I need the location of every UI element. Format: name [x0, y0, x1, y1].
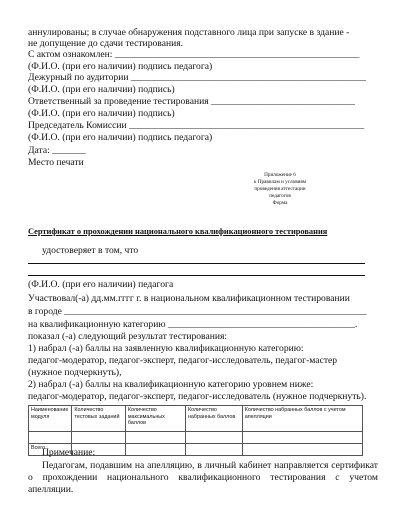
result-item-1-options: педагог-модератор, педагог-эксперт, педагог-исследователь, педагог-мастер: [28, 355, 338, 366]
name-rule: [28, 263, 365, 264]
acknowledged-line: С актом ознакомлен: ___________________________________________________: [28, 49, 360, 60]
result-item-1-note: (нужное подчеркнуть),: [28, 367, 122, 378]
table-cell: Всего: [29, 444, 72, 456]
certificate-title: Сертификат о прохождении национального квалификационного тестирования: [28, 227, 328, 236]
result-line: показал (-а) следующий результат тестирования:: [28, 331, 228, 342]
table-cell: [185, 444, 242, 456]
text-line: не допущение до сдачи тестирования.: [28, 38, 184, 49]
text-line: аннулированы; в случае обнаружения подставного лица при запуске в здание -: [28, 27, 350, 38]
certifies-text: удостоверяет в том, что: [42, 245, 139, 256]
table-cell: [125, 432, 185, 444]
signature-caption: (Ф.И.О. (при его наличии) подпись): [28, 84, 175, 95]
participation-line: Участвовал(-а) дд.мм.гггг г. в национальном квалификационном тестировании: [28, 293, 350, 304]
table-header-cell: Количество набранных баллов: [185, 406, 242, 432]
category-line: на квалификационную категорию _______________________________________.: [28, 319, 358, 330]
appendix-line: к Правилам и условиям: [253, 179, 307, 185]
table-cell: [29, 432, 72, 444]
fio-caption: (Ф.И.О. (при его наличии) педагога: [28, 279, 174, 290]
note-text: Педагогам, подавшим на апелляцию, в личный кабинет направляется сертификат о прохождении национального квалификационного тестирования с учетом апелляции.: [28, 460, 378, 495]
table-row: [29, 432, 363, 444]
table-header-row: [29, 406, 363, 432]
result-item-2-options: педагог-модератор, педагог-эксперт, педагог-исследователь (нужное подчеркнуть).: [28, 391, 367, 402]
appendix-line: Форма: [272, 200, 288, 206]
appendix-line: педагогов: [269, 193, 291, 199]
table-cell: [242, 444, 362, 456]
signature-caption: (Ф.И.О. (при его наличии) подпись): [28, 108, 175, 119]
table-cell: [185, 432, 242, 444]
table-cell: [125, 444, 185, 456]
note-title: Примечание:: [42, 447, 96, 458]
responsible-line: Ответственный за проведение тестирования ______________________________: [28, 96, 355, 107]
date-line: Дата: _______: [28, 145, 86, 156]
duty-officer-line: Дежурный по аудитории _________________________________________________: [28, 72, 366, 83]
table-cell: [242, 432, 362, 444]
chairman-line: Председатель Комиссии _________________________________________________: [28, 120, 365, 131]
result-item-2: 2) набрал (-а) баллы на квалификационную категорию уровнем ниже:: [28, 379, 314, 390]
table-header-cell: Наименование модуля: [29, 406, 72, 432]
stamp-place: Место печати: [28, 157, 84, 168]
signature-caption: (Ф.И.О. (при его наличии) подпись педагога): [28, 132, 213, 143]
table-header-cell: Количество тестовых заданий: [72, 406, 125, 432]
table-header-cell: Количество максимальных баллов: [125, 406, 185, 432]
city-line: в городе _______________________________________________________________: [28, 306, 367, 317]
appendix-line: проведения аттестации: [254, 186, 306, 192]
signature-caption: (Ф.И.О. (при его наличии) подпись педагога): [28, 61, 213, 72]
appendix-line: Приложение 6: [264, 172, 296, 178]
table-header-cell: Количество набранных баллов с учетом апелляции: [242, 406, 362, 432]
name-rule: [28, 275, 365, 276]
table-cell: [72, 432, 125, 444]
result-item-1: 1) набрал (-а) баллы на заявленную квалификационную категорию:: [28, 343, 304, 354]
